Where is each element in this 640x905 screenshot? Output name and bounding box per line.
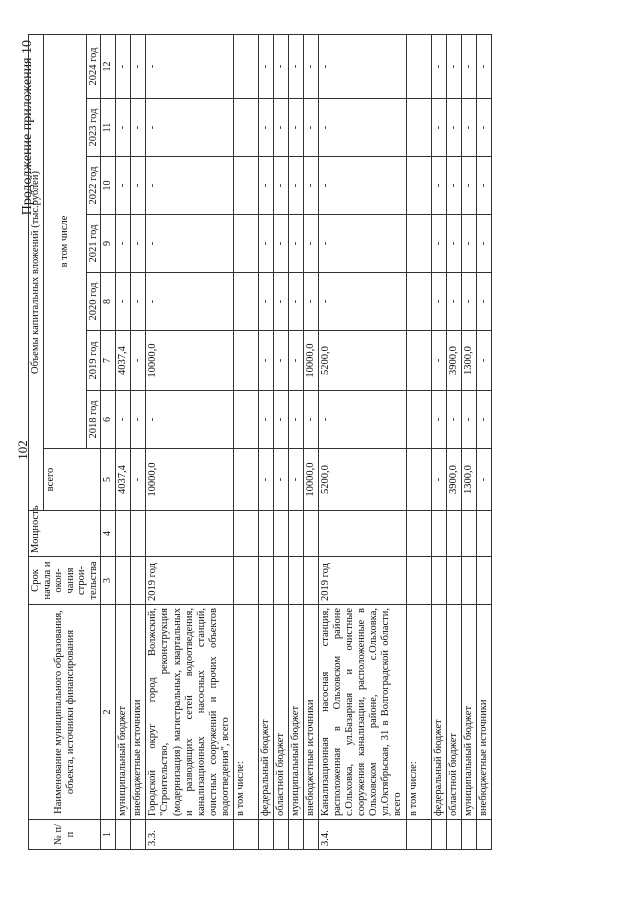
cell-num: 3.4. [319, 820, 406, 850]
cell-cap [319, 511, 406, 557]
cell-y2022 [406, 157, 431, 215]
header-incl: в том числе [43, 34, 86, 448]
cell-num [461, 820, 476, 850]
cell-name: внебюджетные источники [304, 605, 319, 820]
cell-y2019: - [431, 331, 446, 391]
cell-y2021: - [304, 215, 319, 273]
cell-y2019: - [476, 331, 491, 391]
cell-cap [273, 511, 288, 557]
table-row [146, 34, 233, 849]
cell-total: 1300,0 [461, 449, 476, 511]
cell-y2023: - [304, 99, 319, 157]
cell-y2021: - [131, 215, 146, 273]
cell-y2022: - [446, 157, 461, 215]
header-year: 2018 год [86, 391, 101, 449]
cell-num [431, 820, 446, 850]
cell-y2020: - [273, 273, 288, 331]
table-row [233, 34, 258, 849]
cell-y2019: 5200,0 [319, 331, 406, 391]
cell-y2023: - [131, 99, 146, 157]
cell-y2023: - [446, 99, 461, 157]
table-row [319, 34, 406, 849]
cell-name: внебюджетные источники [476, 605, 491, 820]
cell-cap [461, 511, 476, 557]
cell-y2020: - [446, 273, 461, 331]
cell-cap [406, 511, 431, 557]
table-row [304, 34, 319, 849]
cell-y2019: - [273, 331, 288, 391]
cell-name: муниципальный бюджет [116, 605, 131, 820]
cell-y2022 [233, 157, 258, 215]
cell-total [233, 449, 258, 511]
cell-y2023: - [461, 99, 476, 157]
cell-y2021 [406, 215, 431, 273]
column-number: 1 [101, 820, 116, 850]
cell-num [258, 820, 273, 850]
table-row [431, 34, 446, 849]
cell-num [273, 820, 288, 850]
cell-total: - [431, 449, 446, 511]
table-row [461, 34, 476, 849]
cell-y2020: - [476, 273, 491, 331]
cell-y2021: - [319, 215, 406, 273]
cell-y2022: - [273, 157, 288, 215]
cell-y2018 [406, 391, 431, 449]
cell-name: областной бюджет [273, 605, 288, 820]
cell-name: муниципальный бюджет [461, 605, 476, 820]
cell-y2021: - [288, 215, 303, 273]
cell-y2022: - [258, 157, 273, 215]
cell-y2023: - [476, 99, 491, 157]
cell-y2021: - [476, 215, 491, 273]
cell-term [131, 557, 146, 605]
cell-y2020: - [304, 273, 319, 331]
cell-num [233, 820, 258, 850]
cell-num: 3.3. [146, 820, 233, 850]
cell-y2020 [233, 273, 258, 331]
header-year: 2020 год [86, 273, 101, 331]
cell-total: 10000,0 [146, 449, 233, 511]
table-row [116, 34, 131, 849]
column-numbers-row [101, 34, 116, 849]
cell-name: Городской округ город Волжский, "Строительство, реконструкция (модернизация) магистральных, квартальных и разводящих сетей водоотведения, канализационных насосных станций, очистных сооружений и прочих объектов водоотведения", всего [146, 605, 233, 820]
cell-total [406, 449, 431, 511]
cell-name: федеральный бюджет [431, 605, 446, 820]
cell-term [233, 557, 258, 605]
cell-term [273, 557, 288, 605]
cell-num [406, 820, 431, 850]
cell-y2019 [406, 331, 431, 391]
cell-y2022: - [304, 157, 319, 215]
header-year: 2019 год [86, 331, 101, 391]
cell-y2024: - [273, 34, 288, 98]
cell-name: в том числе: [406, 605, 431, 820]
cell-cap [131, 511, 146, 557]
cell-y2018: - [431, 391, 446, 449]
cell-total: 3900,0 [446, 449, 461, 511]
cell-y2018 [233, 391, 258, 449]
cell-y2022: - [476, 157, 491, 215]
header-year: 2023 год [86, 99, 101, 157]
cell-num [476, 820, 491, 850]
table-row [131, 34, 146, 849]
cell-y2021: - [273, 215, 288, 273]
cell-name: муниципальный бюджет [288, 605, 303, 820]
cell-y2018: - [273, 391, 288, 449]
table-body [116, 34, 492, 849]
cell-y2021: - [446, 215, 461, 273]
cell-y2022: - [146, 157, 233, 215]
cell-total: - [258, 449, 273, 511]
column-number: 5 [101, 449, 116, 511]
header-volumes: Объемы капитальных вложений (тыс.рублей) [29, 34, 44, 510]
page-number: 102 [15, 440, 30, 460]
cell-y2023: - [288, 99, 303, 157]
continuation-note: Продолжение приложения 10 [20, 40, 35, 216]
cell-y2023: - [258, 99, 273, 157]
cell-cap [258, 511, 273, 557]
cell-cap [446, 511, 461, 557]
table-row [273, 34, 288, 849]
column-number: 8 [101, 273, 116, 331]
table-row [476, 34, 491, 849]
cell-y2019 [233, 331, 258, 391]
cell-y2024: - [461, 34, 476, 98]
cell-y2022: - [131, 157, 146, 215]
column-number: 6 [101, 391, 116, 449]
header-term: Срок начала и окон-чания строи-тельства [29, 557, 101, 605]
cell-name: областной бюджет [446, 605, 461, 820]
cell-num [304, 820, 319, 850]
cell-term [406, 557, 431, 605]
cell-y2024: - [288, 34, 303, 98]
column-number: 7 [101, 331, 116, 391]
cell-y2018: - [304, 391, 319, 449]
cell-term [116, 557, 131, 605]
cell-y2021: - [258, 215, 273, 273]
cell-y2024: - [131, 34, 146, 98]
cell-term [304, 557, 319, 605]
column-number: 2 [101, 605, 116, 820]
cell-y2021: - [116, 215, 131, 273]
column-number: 4 [101, 511, 116, 557]
column-number: 11 [101, 99, 116, 157]
header-year: 2021 год [86, 215, 101, 273]
cell-y2024 [406, 34, 431, 98]
cell-y2020: - [131, 273, 146, 331]
cell-cap [431, 511, 446, 557]
cell-y2018: - [116, 391, 131, 449]
cell-term [476, 557, 491, 605]
cell-y2022: - [288, 157, 303, 215]
cell-y2024: - [446, 34, 461, 98]
header-capacity: Мощность [29, 511, 101, 557]
cell-y2019: 3900,0 [446, 331, 461, 391]
header-name: Наименование муниципального образования, объекта, источники финансирования [29, 605, 101, 820]
cell-y2021: - [146, 215, 233, 273]
cell-y2019: 1300,0 [461, 331, 476, 391]
cell-name: Канализационная насосная станция, расположенная в Ольховском районе с.Ольховка, ул.Базарная и очистные сооружения канализации, расположенные в Ольховском районе, с.Ольховка, ул.Октябрьская, 31 в Волгоградской области, всего [319, 605, 406, 820]
cell-term [431, 557, 446, 605]
header-year: 2022 год [86, 157, 101, 215]
cell-y2024: - [319, 34, 406, 98]
table-row [258, 34, 273, 849]
cell-y2019: 10000,0 [304, 331, 319, 391]
cell-y2023 [233, 99, 258, 157]
cell-cap [476, 511, 491, 557]
column-number: 12 [101, 34, 116, 98]
cell-y2022: - [116, 157, 131, 215]
cell-y2019: 4037,4 [116, 331, 131, 391]
cell-y2020: - [319, 273, 406, 331]
cell-total: 4037,4 [116, 449, 131, 511]
cell-y2018: - [146, 391, 233, 449]
cell-term [446, 557, 461, 605]
column-number: 3 [101, 557, 116, 605]
header-num: № п/п [29, 820, 101, 850]
cell-y2021: - [461, 215, 476, 273]
cell-y2024: - [258, 34, 273, 98]
cell-y2019: 10000,0 [146, 331, 233, 391]
column-number: 10 [101, 157, 116, 215]
cell-num [116, 820, 131, 850]
cell-num [446, 820, 461, 850]
cell-y2021: - [431, 215, 446, 273]
cell-total: 10000,0 [304, 449, 319, 511]
cell-y2018: - [476, 391, 491, 449]
cell-name: федеральный бюджет [258, 605, 273, 820]
capital-investment-table [28, 34, 492, 850]
cell-y2019: - [258, 331, 273, 391]
cell-y2022: - [319, 157, 406, 215]
cell-y2018: - [446, 391, 461, 449]
cell-term: 2019 год [319, 557, 406, 605]
cell-name: внебюджетные источники [131, 605, 146, 820]
cell-y2024 [233, 34, 258, 98]
cell-y2023: - [116, 99, 131, 157]
cell-y2022: - [461, 157, 476, 215]
cell-cap [288, 511, 303, 557]
cell-y2019: - [131, 331, 146, 391]
cell-y2024: - [476, 34, 491, 98]
cell-y2023: - [146, 99, 233, 157]
cell-y2024: - [146, 34, 233, 98]
cell-y2020 [406, 273, 431, 331]
column-number: 9 [101, 215, 116, 273]
table-row [446, 34, 461, 849]
cell-y2020: - [258, 273, 273, 331]
cell-y2019: - [288, 331, 303, 391]
cell-name: в том числе: [233, 605, 258, 820]
table-row [288, 34, 303, 849]
cell-num [131, 820, 146, 850]
cell-y2020: - [431, 273, 446, 331]
cell-y2022: - [431, 157, 446, 215]
cell-term [461, 557, 476, 605]
cell-total: - [288, 449, 303, 511]
cell-y2018: - [258, 391, 273, 449]
cell-y2018: - [131, 391, 146, 449]
cell-term [258, 557, 273, 605]
cell-cap [146, 511, 233, 557]
cell-y2023: - [319, 99, 406, 157]
cell-num [288, 820, 303, 850]
cell-term: 2019 год [146, 557, 233, 605]
cell-total: - [273, 449, 288, 511]
table-row [406, 34, 431, 849]
cell-y2023: - [431, 99, 446, 157]
cell-total: 5200,0 [319, 449, 406, 511]
cell-y2021 [233, 215, 258, 273]
cell-y2018: - [288, 391, 303, 449]
cell-cap [116, 511, 131, 557]
header-year: 2024 год [86, 34, 101, 98]
cell-total: - [476, 449, 491, 511]
cell-y2024: - [431, 34, 446, 98]
header-total: всего [43, 449, 101, 511]
cell-cap [233, 511, 258, 557]
cell-y2018: - [461, 391, 476, 449]
cell-term [288, 557, 303, 605]
cell-y2023: - [273, 99, 288, 157]
cell-y2020: - [116, 273, 131, 331]
cell-y2018: - [319, 391, 406, 449]
cell-y2023 [406, 99, 431, 157]
cell-y2020: - [146, 273, 233, 331]
cell-y2024: - [116, 34, 131, 98]
cell-total: - [131, 449, 146, 511]
cell-cap [304, 511, 319, 557]
cell-y2020: - [288, 273, 303, 331]
cell-y2020: - [461, 273, 476, 331]
cell-y2024: - [304, 34, 319, 98]
